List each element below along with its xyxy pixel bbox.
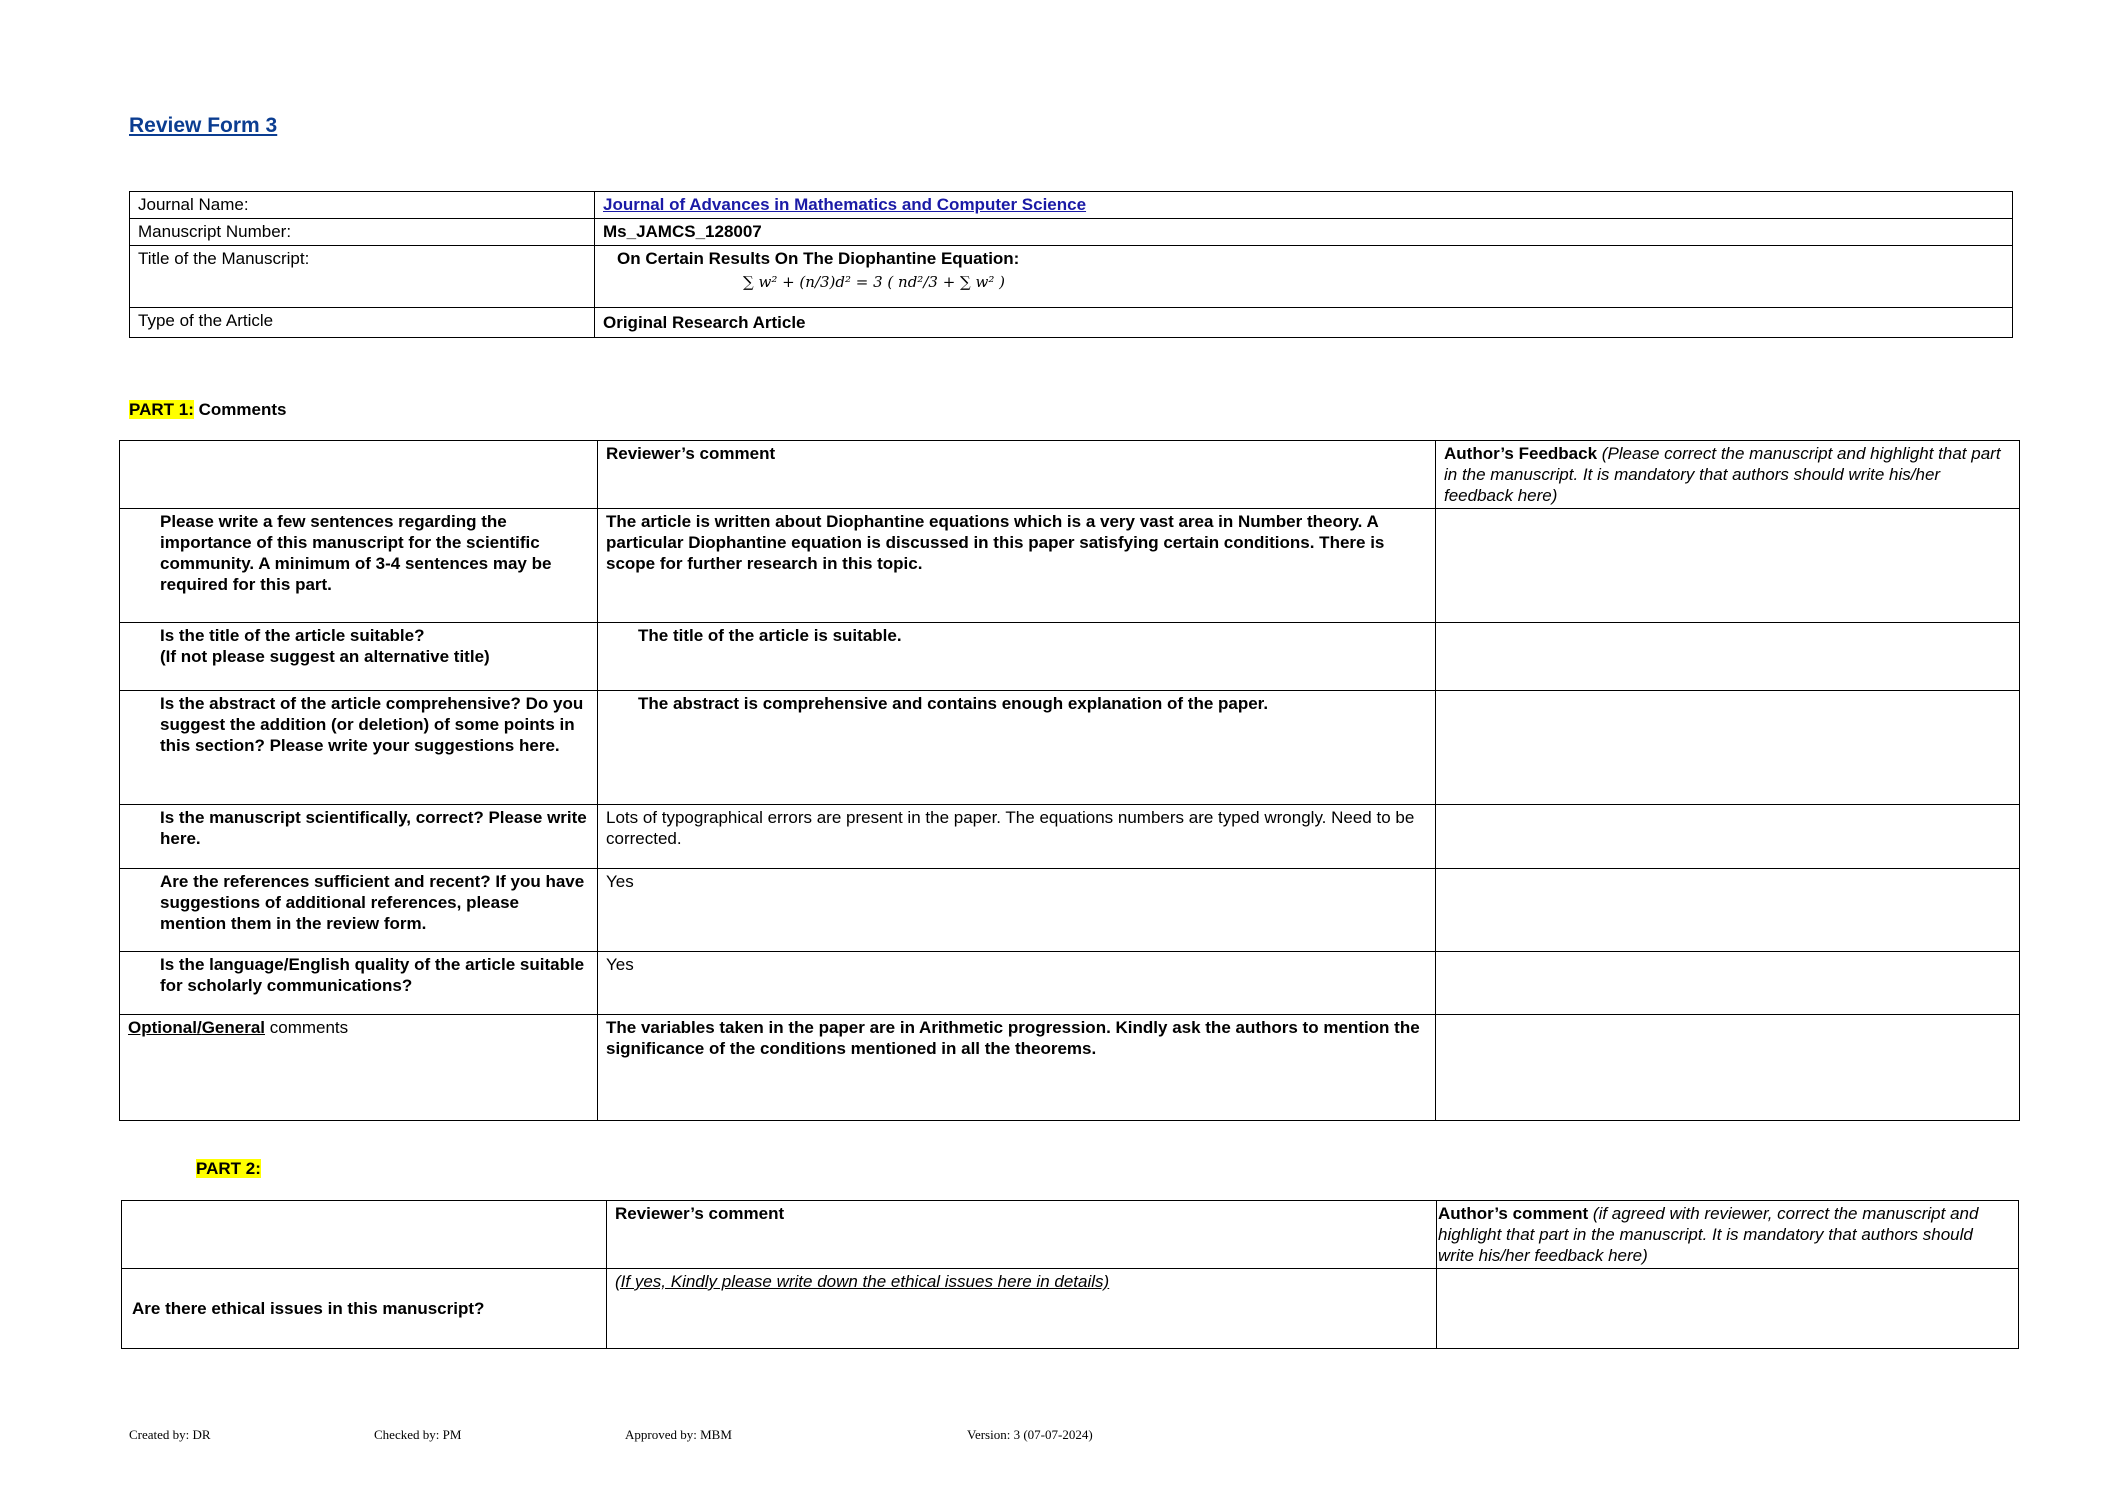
author-comment-title: Author’s comment (1438, 1204, 1589, 1223)
author-feedback-title: Author’s Feedback (1444, 444, 1598, 463)
reviewer-comment-cell[interactable]: The variables taken in the paper are in Arithmetic progression. Kindly ask the authors to mention the significance of the conditions mentioned in all the theorems. (598, 1015, 1436, 1121)
table-row (120, 691, 2020, 805)
question-cell: Is the manuscript scientifically, correct? Please write here. (120, 805, 598, 869)
journal-link[interactable]: Journal of Advances in Mathematics and Computer Science (603, 195, 1087, 214)
manuscript-number-label: Manuscript Number: (130, 219, 595, 246)
optional-comments-label: Optional/General comments (120, 1015, 598, 1121)
question-cell: Is the title of the article suitable? (If not please suggest an alternative title) (120, 623, 598, 691)
author-comment-cell[interactable] (1437, 1269, 2019, 1349)
title-equation: ∑ w² + (n/3)d² = 3 ( nd²/3 + ∑ w² ) (743, 273, 1005, 291)
part1-label: PART 1: (129, 400, 194, 419)
form-title[interactable]: Review Form 3 (129, 114, 278, 137)
optional-comments-row (120, 1015, 2020, 1121)
author-feedback-note: (Please correct the manuscript and highlight that part in the manuscript. It is mandatory that authors should write his/her feedback here) (1444, 444, 2001, 505)
table-row (120, 805, 2020, 869)
ethics-question: Are there ethical issues in this manuscript? (122, 1269, 607, 1349)
manuscript-title-row (130, 246, 2013, 308)
journal-row (130, 192, 2013, 219)
reviewer-comment-cell[interactable]: The abstract is comprehensive and contains enough explanation of the paper. (598, 691, 1436, 805)
table-row (120, 623, 2020, 691)
comments-header-row (120, 441, 2020, 509)
manuscript-number-row (130, 219, 2013, 246)
reviewer-comment-cell[interactable]: The title of the article is suitable. (598, 623, 1436, 691)
part2-label: PART 2: (196, 1159, 261, 1178)
part2-heading (196, 1159, 261, 1179)
table-row (120, 869, 2020, 952)
part1-heading (129, 400, 286, 420)
article-type-label: Type of the Article (130, 308, 595, 338)
manuscript-info-table (129, 191, 2013, 338)
ethics-row (122, 1269, 2019, 1349)
blank-header-cell (120, 441, 598, 509)
reviewer-comment-cell[interactable]: Lots of typographical errors are present in the paper. The equations numbers are typed wrongly. Need to be corrected. (598, 805, 1436, 869)
table-row (120, 952, 2020, 1015)
article-type-value: Original Research Article (595, 308, 2013, 338)
reviewer-comment-header: Reviewer’s comment (598, 441, 1436, 509)
optional-label-part1: Optional (128, 1018, 197, 1037)
footer-created: Created by: DR (129, 1427, 211, 1442)
question-cell: Please write a few sentences regarding the importance of this manuscript for the scientific community. A minimum of 3-4 sentences may be required for this part. (120, 509, 598, 623)
ethics-answer[interactable]: (If yes, Kindly please write down the ethical issues here in details) (615, 1272, 1110, 1291)
reviewer-comment-cell[interactable]: The article is written about Diophantine equations which is a very vast area in Number theory. A particular Diophantine equation is discussed in this paper satisfying certain conditions. There is scope for further research in this topic. (598, 509, 1436, 623)
author-feedback-cell[interactable] (1436, 509, 2020, 623)
manuscript-title-value: On Certain Results On The Diophantine Equation: (617, 249, 1020, 268)
comments-table (119, 440, 2020, 1121)
author-feedback-cell[interactable] (1436, 952, 2020, 1015)
reviewer-comment-cell[interactable]: Yes (598, 952, 1436, 1015)
author-feedback-cell[interactable] (1436, 805, 2020, 869)
footer-version: Version: 3 (07-07-2024) (967, 1427, 1093, 1442)
author-feedback-cell[interactable] (1436, 1015, 2020, 1121)
table-row (120, 509, 2020, 623)
manuscript-number-value: Ms_JAMCS_128007 (595, 219, 2013, 246)
manuscript-title-label: Title of the Manuscript: (130, 246, 595, 308)
question-cell: Are the references sufficient and recent? If you have suggestions of additional references, please mention them in the review form. (120, 869, 598, 952)
author-feedback-cell[interactable] (1436, 623, 2020, 691)
reviewer-comment-header: Reviewer’s comment (607, 1201, 1437, 1269)
part1-suffix: Comments (198, 400, 287, 419)
question-cell: Is the language/English quality of the article suitable for scholarly communications? (120, 952, 598, 1015)
footer-checked: Checked by: PM (374, 1427, 462, 1442)
author-feedback-cell[interactable] (1436, 691, 2020, 805)
optional-label-part2: General (201, 1018, 265, 1037)
ethics-header-row (122, 1201, 2019, 1269)
journal-label: Journal Name: (130, 192, 595, 219)
reviewer-comment-cell[interactable]: Yes (598, 869, 1436, 952)
question-cell: Is the abstract of the article comprehensive? Do you suggest the addition (or deletion) of some points in this section? Please write your suggestions here. (120, 691, 598, 805)
ethics-table (121, 1200, 2019, 1349)
optional-label-part3: comments (269, 1018, 349, 1037)
footer-approved: Approved by: MBM (625, 1427, 732, 1442)
author-comment-note: (if agreed with reviewer, correct the manuscript and highlight that part in the manuscript. It is mandatory that authors should write his/her feedback here) (1438, 1204, 1979, 1265)
blank-header-cell (122, 1201, 607, 1269)
article-type-row (130, 308, 2013, 338)
author-feedback-header (1436, 441, 2020, 509)
author-comment-header (1437, 1201, 2019, 1269)
author-feedback-cell[interactable] (1436, 869, 2020, 952)
